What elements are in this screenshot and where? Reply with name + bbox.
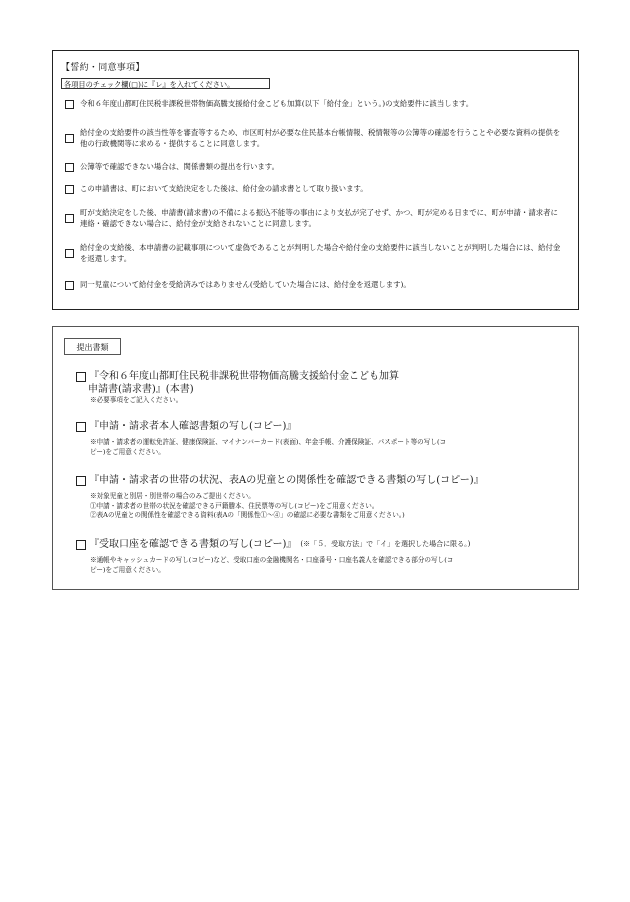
document-name: 『受取口座を確認できる書類の写し(コピー)』 bbox=[89, 539, 297, 550]
document-note: ピー)をご用意ください。 bbox=[90, 565, 165, 574]
document-name: 『申請・請求者本人確認書類の写し(コピー)』 bbox=[89, 421, 297, 432]
document-note: ②表Aの児童との関係性を確認できる資料(表Aの「関係性①～④」の確認に必要な書類をご用意ください。) bbox=[90, 511, 405, 519]
pledge-item-4 bbox=[65, 184, 565, 195]
pledge-text: 給付金の支給要件の該当性等を審査等するため、市区町村が必要な住民基本台帳情報、税情報等の公簿等の確認を行うことや必要な資料の提供を他の行政機関等に求める・提供することに同意します。 bbox=[80, 128, 561, 148]
pledge-item-2 bbox=[65, 128, 565, 149]
pledge-item-6 bbox=[65, 243, 565, 264]
pledge-instruction: 各項目のチェック欄(□)に『レ』を入れてください。 bbox=[61, 78, 270, 89]
document-name-continued: 申請書(請求書)』(本書) bbox=[88, 384, 194, 395]
documents-title: 提出書類 bbox=[64, 338, 121, 355]
document-note: ※対象児童と別居・別世帯の場合のみご提出ください。 bbox=[90, 492, 255, 500]
checkbox[interactable] bbox=[76, 540, 86, 550]
checkbox[interactable] bbox=[76, 476, 86, 486]
pledge-text: 公簿等で確認できない場合は、関係書類の提出を行います。 bbox=[80, 162, 279, 171]
checkbox[interactable] bbox=[76, 422, 86, 432]
document-name: 『申請・請求者の世帯の状況、表Aの児童との関係性を確認できる書類の写し(コピー)』 bbox=[89, 475, 484, 486]
checkbox[interactable] bbox=[65, 249, 74, 258]
pledge-item-3 bbox=[65, 162, 565, 173]
pledge-title: 【誓約・同意事項】 bbox=[61, 63, 145, 73]
document-note: ①申請・請求者の世帯の状況を確認できる戸籍謄本、住民票等の写し(コピー)をご用意ください。 bbox=[90, 501, 379, 510]
pledge-text: この申請書は、町において支給決定をした後は、給付金の請求書として取り扱います。 bbox=[80, 184, 368, 193]
pledge-section bbox=[52, 50, 579, 310]
checkbox[interactable] bbox=[65, 100, 74, 109]
document-note: ピー)をご用意ください。 bbox=[90, 447, 165, 456]
pledge-text: 令和６年度山都町住民税非課税世帯物価高騰支援給付金こども加算(以下「給付金」という。)の支給要件に該当します。 bbox=[80, 99, 474, 108]
document-note: ※必要事項をご記入ください。 bbox=[90, 396, 183, 404]
pledge-item-5 bbox=[65, 208, 565, 229]
pledge-text: 同一児童について給付金を受給済みではありません(受給していた場合には、給付金を返還します)。 bbox=[80, 280, 411, 289]
pledge-text: 給付金の支給後、本申請書の記載事項について虚偽であることが判明した場合や給付金の支給要件に該当しないことが判明した場合には、給付金を返還します。 bbox=[80, 243, 561, 263]
document-note: ※申請・請求者の運転免許証、健康保険証、マイナンバーカード(表面)、年金手帳、介護保険証、パスポート等の写し(コ bbox=[90, 438, 447, 446]
document-name: 『令和６年度山都町住民税非課税世帯物価高騰支援給付金こども加算 bbox=[89, 371, 399, 382]
pledge-text: 町が支給決定をした後、申請書(請求書)の不備による振込不能等の事由により支払が完了せず、かつ、町が定める日までに、町が申請・請求者に連絡・確認できない場合に、給付金が支給されないことに同意します。 bbox=[80, 208, 558, 228]
pledge-item-7 bbox=[65, 280, 565, 291]
document-item-3 bbox=[76, 474, 571, 521]
checkbox[interactable] bbox=[65, 281, 74, 290]
document-condition: (※「５．受取方法」で「イ」を選択した場合に限る。) bbox=[300, 540, 471, 548]
pledge-item-1 bbox=[65, 99, 565, 110]
checkbox[interactable] bbox=[76, 372, 86, 382]
document-item-2 bbox=[76, 420, 571, 457]
document-note: ※通帳やキャッシュカードの写し(コピー)など、受取口座の金融機関名・口座番号・口座名義人を確認できる部分の写し(コ bbox=[90, 556, 454, 564]
checkbox[interactable] bbox=[65, 134, 74, 143]
document-item-4 bbox=[76, 538, 571, 575]
checkbox[interactable] bbox=[65, 185, 74, 194]
checkbox[interactable] bbox=[65, 163, 74, 172]
documents-section bbox=[52, 326, 579, 590]
document-item-1 bbox=[76, 370, 571, 406]
checkbox[interactable] bbox=[65, 214, 74, 223]
